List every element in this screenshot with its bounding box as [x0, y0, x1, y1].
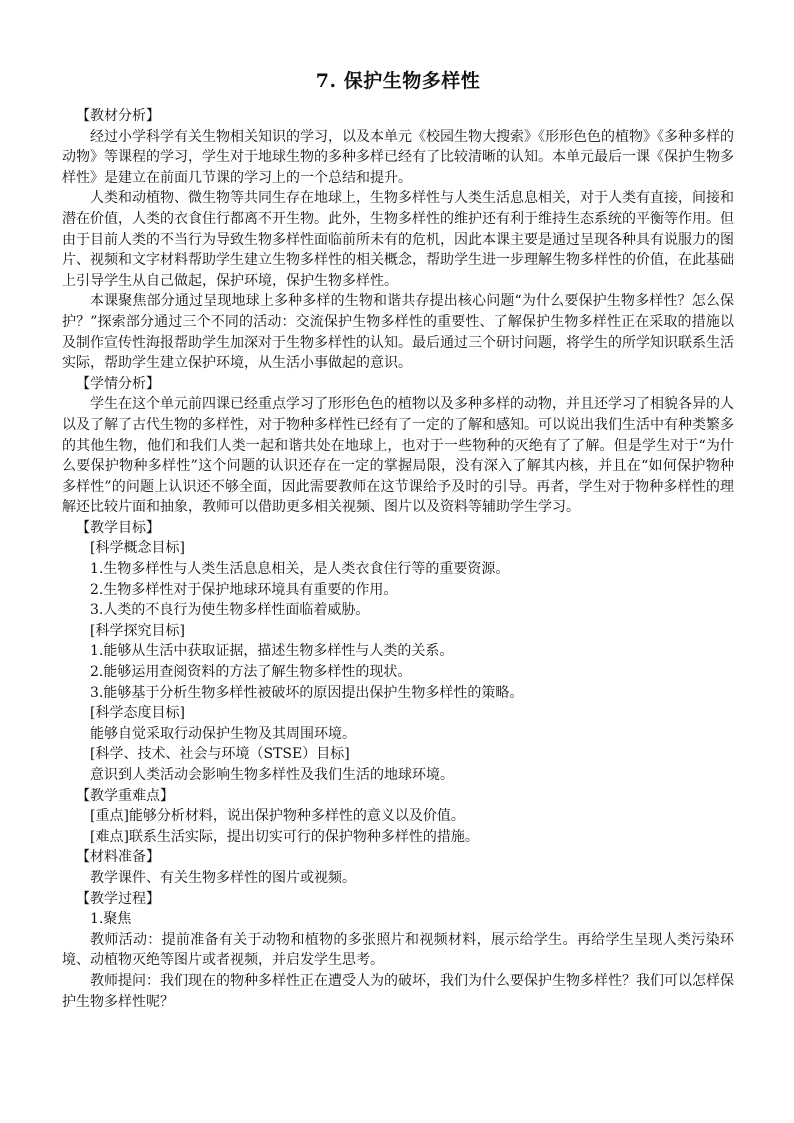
paragraph: 经过小学科学有关生物相关知识的学习，以及本单元《校园生物大搜索》《形形色色的植物》《多种多样的动物》等课程的学习，学生对于地球生物的多种多样已经有了比较清晰的认知。本单元最后一课《保护生物多样性》是建立在前面几节课的学习上的一个总结和提升。 [62, 128, 734, 186]
section-heading-students: 【学情分析】 [76, 375, 160, 392]
goal-item: 能够自觉采取行动保护生物及其周围环境。 [90, 725, 356, 742]
process-step: 1.聚焦 [90, 911, 132, 928]
document-page [62, 68, 734, 1012]
goal-item: 3.人类的不良行为使生物多样性面临着威胁。 [90, 602, 370, 619]
goal-subheading: [科学态度目标] [90, 705, 185, 722]
paragraph: 教师活动：提前准备有关于动物和植物的多张照片和视频材料，展示给学生。再给学生呈现人类污染环境、动植物灭绝等图片或者视频，并启发学生思考。 [62, 931, 734, 969]
section-heading-process: 【教学过程】 [76, 890, 160, 907]
section-heading-goals: 【教学目标】 [76, 519, 160, 536]
goal-item: 2.生物多样性对于保护地球环境具有重要的作用。 [90, 581, 398, 598]
keypoint-item: [难点]联系生活实际，提出切实可行的保护物种多样性的措施。 [90, 828, 479, 845]
page-title: 7. 保护生物多样性 [315, 70, 481, 92]
paragraph: 学生在这个单元前四课已经重点学习了形形色色的植物以及多种多样的动物，并且还学习了相貌各异的人以及了解了古代生物的多样性，对于物种多样性已经有了一定的了解和感知。可以说出我们生活中有种类繁多的其他生物，他们和我们人类一起和谐共处在地球上，也对于一些物种的灭绝有了了解。但是学生对于“为什么要保护物种多样性”这个问题的认识还存在一定的掌握局限，没有深入了解其内核，并且在“如何保护物种多样性”的问题上认识还不够全面，因此需要教师在这节课给予及时的引导。再者，学生对于物种多样性的理解还比较片面和抽象，教师可以借助更多相关视频、图片以及资料等辅助学生学习。 [62, 396, 734, 516]
goal-subheading: [科学探究目标] [90, 622, 185, 639]
goal-item: 1.生物多样性与人类生活息息相关，是人类衣食住行等的重要资源。 [90, 561, 510, 578]
section-heading-keypoints: 【教学重难点】 [76, 787, 174, 804]
goal-item: 意识到人类活动会影响生物多样性及我们生活的地球环境。 [90, 767, 454, 783]
goal-item: 1.能够从生活中获取证据，描述生物多样性与人类的关系。 [90, 643, 454, 660]
materials-item: 教学课件、有关生物多样性的图片或视频。 [90, 869, 356, 886]
section-heading-textbook: 【教材分析】 [76, 108, 160, 124]
keypoint-item: [重点]能够分析材料，说出保护物种多样性的意义以及价值。 [90, 808, 465, 825]
goal-item: 2.能够运用查阅资料的方法了解生物多样性的现状。 [90, 664, 412, 681]
goal-subheading: [科学、技术、社会与环境（STSE）目标] [90, 746, 350, 763]
paragraph: 人类和动植物、微生物等共同生存在地球上，生物多样性与人类生活息息相关，对于人类有直接，间接和潜在价值，人类的衣食住行都离不开生物。此外，生物多样性的维护还有利于维持生态系统的平衡等作用。但由于目前人类的不当行为导致生物多样性面临前所未有的危机，因此本课主要是通过呈现各种具有说服力的图片、视频和文字材料帮助学生建立生物多样性的相关概念，帮助学生进一步理解生物多样性的价值，在此基础上引导学生从自己做起，保护环境，保护生物多样性。 [62, 190, 734, 289]
goal-item: 3.能够基于分析生物多样性被破坏的原因提出保护生物多样性的策略。 [90, 684, 524, 701]
goal-subheading: [科学概念目标] [90, 540, 185, 557]
paragraph: 本课聚焦部分通过呈现地球上多种多样的生物和谐共存提出核心问题“为什么要保护生物多样性？怎么保护？”探索部分通过三个不同的活动：交流保护生物多样性的重要性、了解保护生物多样性正在采取的措施以及制作宣传性海报帮助学生加深对于生物多样性的认知。最后通过三个研讨问题，将学生的所学知识联系生活实际，帮助学生建立保护环境，从生活小事做起的意识。 [62, 293, 734, 372]
paragraph: 教师提问：我们现在的物种多样性正在遭受人为的破坏，我们为什么要保护生物多样性？我们可以怎样保护生物多样性呢？ [62, 972, 734, 1010]
section-heading-materials: 【材料准备】 [76, 849, 160, 866]
